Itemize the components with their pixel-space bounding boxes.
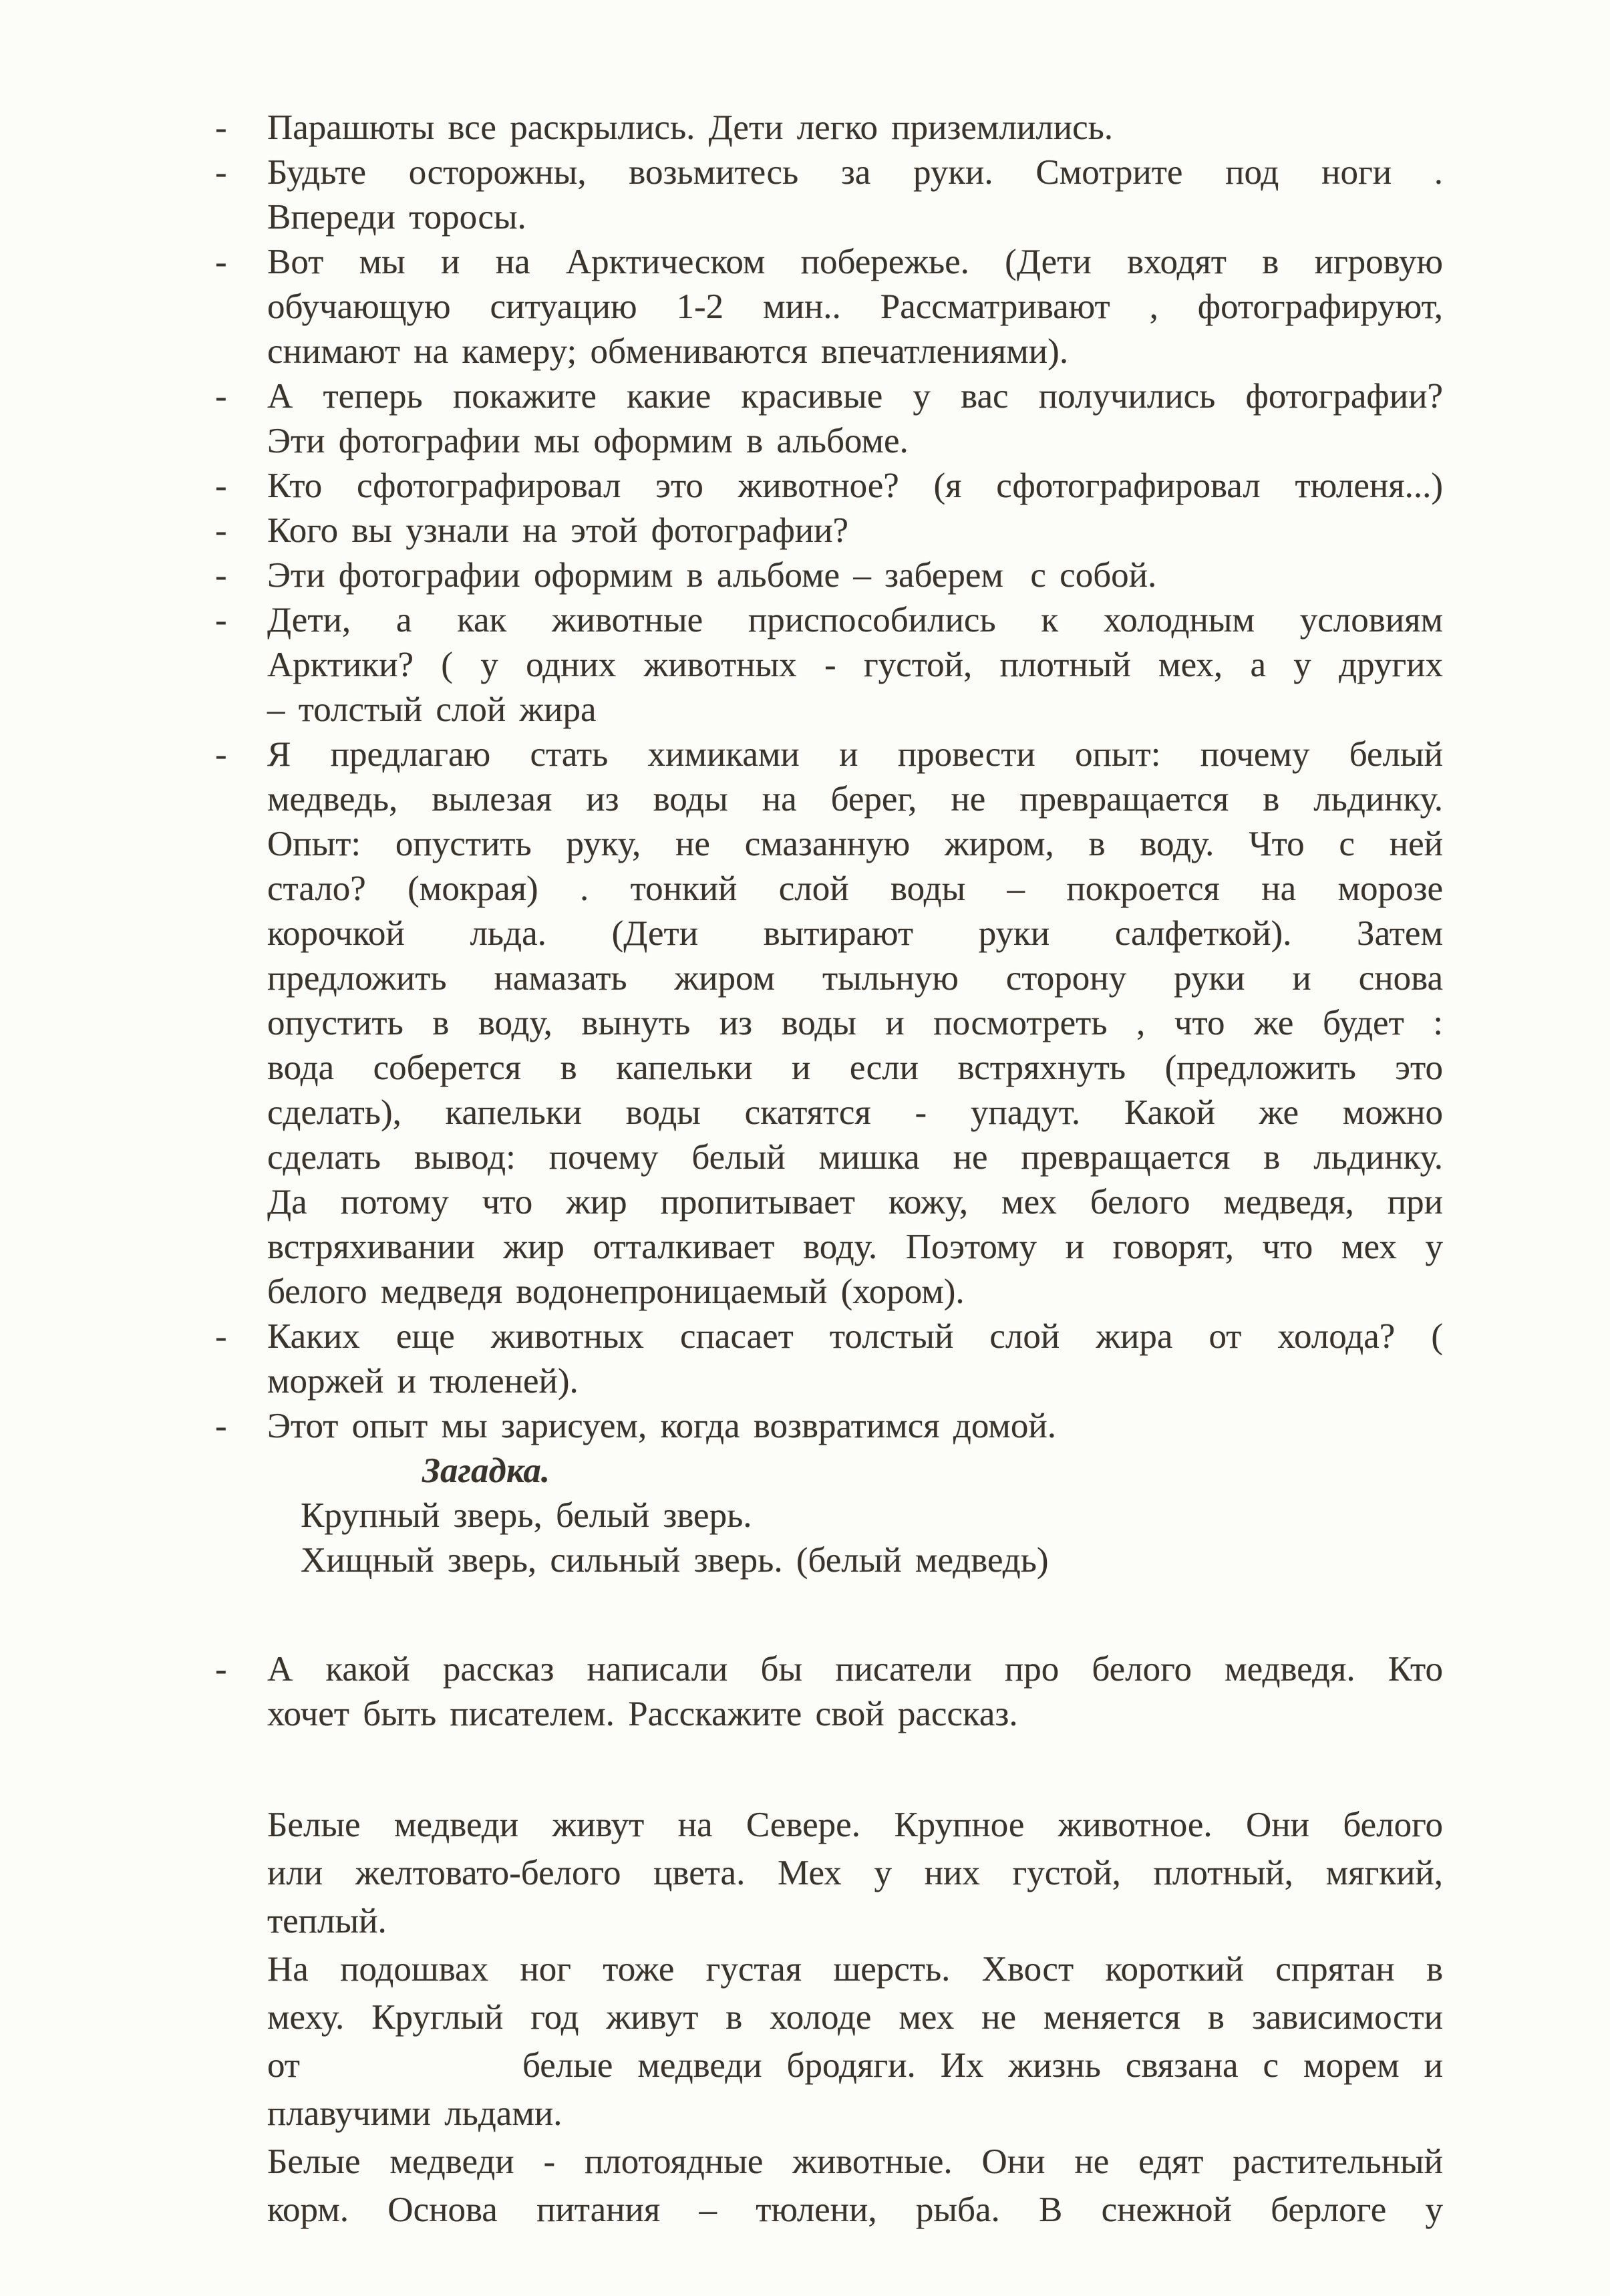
- list-dash-icon: -: [215, 1407, 227, 1445]
- list-dash-icon: -: [215, 466, 227, 505]
- text-line: Впереди торосы.: [267, 198, 526, 237]
- text-line: стало? (мокрая) . тонкий слой воды – покроется на морозе: [267, 869, 1443, 908]
- text-line: от белые медведи бродяги. Их жизнь связана с морем и: [267, 2046, 1443, 2085]
- text-line: сделать вывод: почему белый мишка не превращается в льдинку.: [267, 1138, 1443, 1177]
- text-line: Крупный зверь, белый зверь.: [301, 1496, 752, 1535]
- text-line: На подошвах ног тоже густая шерсть. Хвост короткий спрятан в: [267, 1950, 1443, 1989]
- text-line: – толстый слой жира: [267, 690, 597, 729]
- text-line: - Парашюты все раскрылись. Дети легко приземлились.: [267, 106, 1443, 150]
- section-gap: [267, 1737, 1443, 1801]
- text-line: - Каких еще животных спасает толстый слой жира от холода? (: [267, 1314, 1443, 1359]
- text-line: белого медведя водонепроницаемый (хором).: [267, 1272, 965, 1311]
- list-dash-icon: -: [215, 1317, 227, 1356]
- list-dash-icon: -: [215, 1650, 227, 1689]
- text-line: - Дети, а как животные приспособились к холодным условиям: [267, 598, 1443, 643]
- text-line: Опыт: опустить руку, не смазанную жиром, в воду. Что с ней: [267, 825, 1443, 863]
- text-line: - Кого вы узнали на этой фотографии?: [267, 509, 1443, 553]
- text-line: - Вот мы и на Арктическом побережье. (Дети входят в игровую: [267, 240, 1443, 285]
- text-line: - А теперь покажите какие красивые у вас получились фотографии?: [267, 374, 1443, 419]
- text-line: теплый.: [267, 1902, 387, 1941]
- list-dash-icon: -: [215, 377, 227, 416]
- document-body: [215, 106, 1443, 2234]
- text-line: медведь, вылезая из воды на берег, не превращается в льдинку.: [267, 780, 1443, 819]
- text-line: меху. Круглый год живут в холоде мех не меняется в зависимости: [267, 1998, 1443, 2037]
- text-line: корм. Основа питания – тюлени, рыба. В снежной берлоге у: [267, 2190, 1443, 2229]
- text-line: обучающую ситуацию 1-2 мин.. Рассматривают , фотографируют,: [267, 287, 1443, 326]
- text-line: - Будьте осторожны, возьмитесь за руки. Смотрите под ноги .: [267, 150, 1443, 195]
- text-line: Эти фотографии мы оформим в альбоме.: [267, 422, 909, 460]
- text-line: Арктики? ( у одних животных - густой, плотный мех, а у других: [267, 645, 1443, 684]
- list-dash-icon: -: [215, 153, 227, 192]
- text-line: - А какой рассказ написали бы писатели про белого медведя. Кто: [267, 1647, 1443, 1692]
- list-dash-icon: -: [215, 511, 227, 550]
- text-line: или желтовато-белого цвета. Мех у них густой, плотный, мягкий,: [267, 1854, 1443, 1892]
- text-line: Хищный зверь, сильный зверь. (белый медведь): [301, 1541, 1049, 1580]
- list-dash-icon: -: [215, 735, 227, 774]
- text-line: плавучими льдами.: [267, 2094, 562, 2133]
- list-dash-icon: -: [215, 601, 227, 639]
- text-line: вода соберется в капельки и если встряхнуть (предложить это: [267, 1048, 1443, 1087]
- text-line: - Кто сфотографировал это животное? (я сфотографировал тюленя...): [267, 464, 1443, 509]
- list-dash-icon: -: [215, 108, 227, 147]
- text-line: корочкой льда. (Дети вытирают руки салфеткой). Затем: [267, 914, 1443, 953]
- text-line: встряхивании жир отталкивает воду. Поэтому и говорят, что мех у: [267, 1228, 1443, 1266]
- text-line: опустить в воду, вынуть из воды и посмотреть , что же будет :: [267, 1004, 1443, 1042]
- text-line: Да потому что жир пропитывает кожу, мех белого медведя, при: [267, 1183, 1443, 1222]
- text-line: моржей и тюленей).: [267, 1362, 579, 1401]
- text-line: Белые медведи живут на Севере. Крупное животное. Они белого: [267, 1806, 1443, 1844]
- text-line: - Эти фотографии оформим в альбоме – заберем с собой.: [267, 553, 1443, 598]
- text-line: сделать), капельки воды скатятся - упадут. Какой же можно: [267, 1093, 1443, 1132]
- section-gap: [267, 1583, 1443, 1647]
- list-dash-icon: -: [215, 243, 227, 281]
- text-line: - Я предлагаю стать химиками и провести опыт: почему белый: [267, 732, 1443, 777]
- text-line: - Этот опыт мы зарисуем, когда возвратимся домой.: [267, 1404, 1443, 1449]
- text-line: снимают на камеру; обмениваются впечатлениями).: [267, 332, 1069, 371]
- text-line: предложить намазать жиром тыльную сторону руки и снова: [267, 959, 1443, 998]
- text-line: хочет быть писателем. Расскажите свой рассказ.: [267, 1695, 1018, 1733]
- text-line: Белые медведи - плотоядные животные. Они не едят растительный: [267, 2142, 1443, 2181]
- riddle-heading: Загадка.: [422, 1451, 550, 1490]
- list-dash-icon: -: [215, 556, 227, 595]
